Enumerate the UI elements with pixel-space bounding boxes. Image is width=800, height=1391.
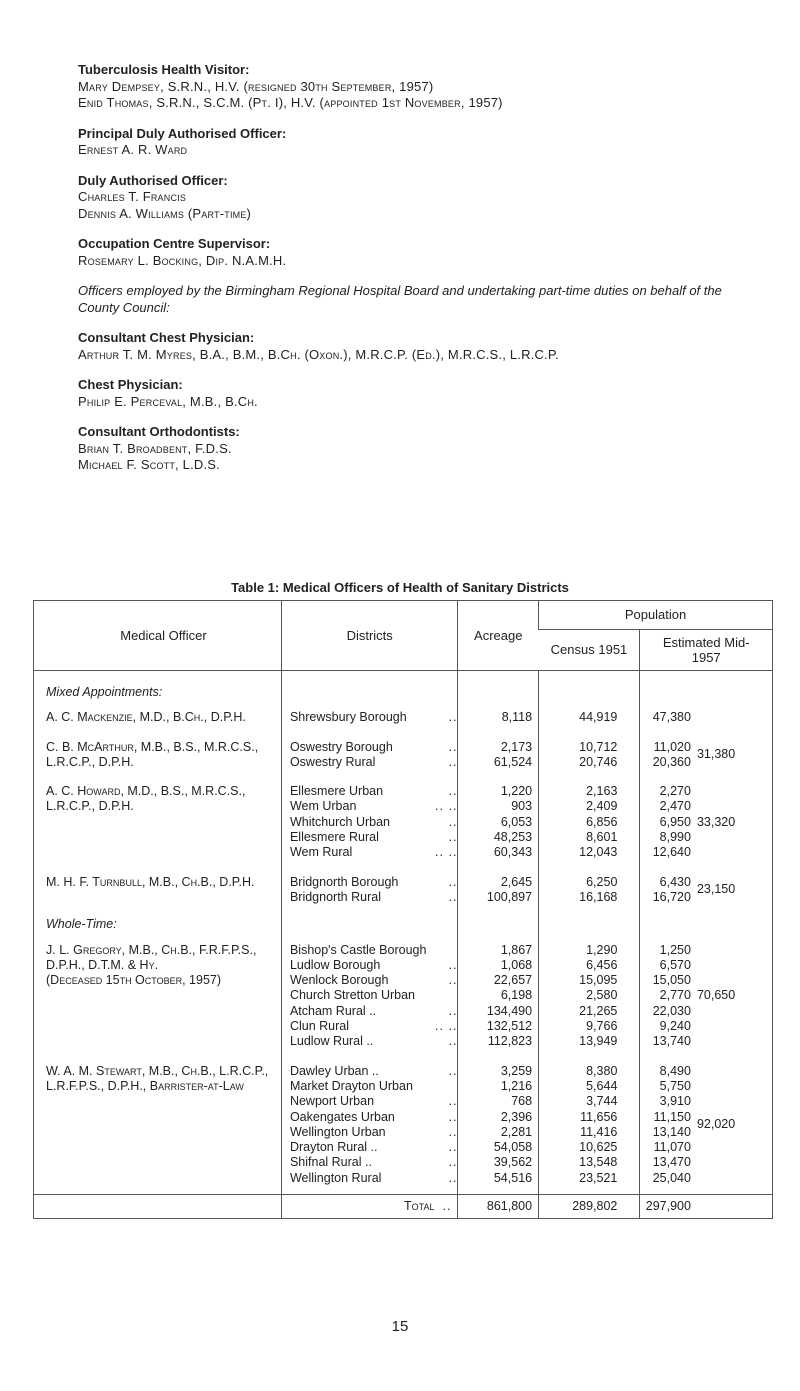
district-name: Shrewsbury Borough	[289, 710, 407, 725]
empty-cell	[458, 1186, 539, 1195]
staff-name: Michael F. Scott, L.D.S.	[78, 457, 220, 472]
district-line	[290, 845, 457, 860]
group-total: 33,320	[696, 814, 736, 829]
officer-group-row	[34, 726, 773, 771]
estimated-value: 6,430	[659, 874, 691, 889]
staff-name: Mary Dempsey, S.R.N., H.V. (resigned 30th September, 1957)	[78, 78, 434, 94]
estimated-value: 6,570	[659, 957, 691, 972]
staff-name: Charles T. Francis	[78, 189, 187, 204]
leader-dots: ..	[448, 1063, 458, 1078]
estimated-value: 11,070	[653, 1140, 691, 1155]
staff-role: Consultant Chest Physician:	[78, 330, 255, 345]
leader-dots: ..	[448, 889, 458, 904]
leader-dots: ..	[448, 1109, 458, 1124]
leader-dots: ..	[442, 1199, 452, 1214]
census-value: 6,250	[586, 874, 618, 889]
section-row	[34, 671, 773, 711]
census-cell	[539, 710, 640, 725]
header-medical-officer: Medical Officer	[34, 601, 282, 671]
district-name: Bridgnorth Rural	[289, 889, 381, 904]
acreage-value: 61,524	[493, 754, 533, 769]
acreage-value: 768	[511, 1094, 533, 1109]
empty-cell	[640, 1186, 693, 1195]
staff-name: Rosemary L. Bocking, Dip. N.A.M.H.	[78, 252, 287, 268]
staff-name: Ernest A. R. Ward	[78, 142, 188, 157]
district-line	[290, 830, 457, 845]
district-name: Ellesmere Urban	[289, 784, 384, 799]
acreage-value: 39,562	[493, 1155, 533, 1170]
estimated-value: 5,750	[659, 1078, 691, 1093]
empty-cell	[693, 1195, 773, 1219]
district-line	[290, 943, 457, 958]
district-name: Wenlock Borough	[289, 973, 389, 988]
estimated-value: 9,240	[659, 1019, 691, 1034]
acreage-value: 134,490	[486, 1003, 533, 1018]
total-row	[34, 1195, 773, 1219]
officer-name: L.R.F.P.S., D.P.H., Barrister-at-Law	[46, 1078, 244, 1093]
staff-list	[78, 62, 758, 488]
header-census: Census 1951	[539, 630, 640, 671]
district-line	[290, 890, 457, 905]
officer-group-row	[34, 770, 773, 860]
census-cell	[539, 1050, 640, 1186]
district-name: Newport Urban	[289, 1094, 375, 1109]
staff-role: Chest Physician:	[78, 377, 183, 392]
estimated-value: 2,770	[659, 988, 691, 1003]
staff-role: Tuberculosis Health Visitor:	[78, 62, 250, 77]
section-cell	[34, 905, 282, 942]
census-value: 6,456	[586, 957, 618, 972]
acreage-value: 54,516	[493, 1170, 533, 1185]
district-line	[290, 958, 457, 973]
officer-name: W. A. M. Stewart, M.B., Ch.B., L.R.C.P.,	[46, 1063, 269, 1078]
estimated-cell	[640, 861, 693, 906]
empty-cell	[539, 905, 640, 942]
acreage-value: 903	[511, 799, 533, 814]
district-name: Bridgnorth Borough	[289, 874, 399, 889]
empty-cell	[693, 671, 773, 711]
group-total-cell	[693, 710, 773, 725]
section-row	[34, 905, 773, 942]
district-line	[290, 1004, 457, 1019]
leader-dots: ..	[448, 1140, 458, 1155]
estimated-value: 15,050	[652, 973, 691, 988]
estimated-value: 13,470	[652, 1155, 691, 1170]
group-total: 70,650	[696, 988, 736, 1003]
total-acreage: 861,800	[458, 1195, 539, 1219]
district-line	[290, 1064, 457, 1079]
census-value: 10,625	[579, 1140, 618, 1155]
staff-role: Occupation Centre Supervisor:	[78, 236, 271, 251]
district-line	[290, 815, 457, 830]
spacer-row	[34, 1186, 773, 1195]
empty-cell	[458, 905, 539, 942]
page-number: 15	[391, 1318, 409, 1335]
district-name: Drayton Rural ..	[289, 1140, 378, 1155]
leader-dots: ..	[448, 874, 458, 889]
leader-dots: ..	[448, 814, 458, 829]
estimated-value: 13,740	[652, 1034, 691, 1049]
districts-cell	[281, 861, 457, 906]
estimated-cell	[640, 943, 693, 1050]
district-name: Oswestry Rural	[289, 754, 376, 769]
staff-group	[78, 126, 758, 159]
header-estimated: Estimated Mid-1957	[640, 630, 773, 671]
acreage-value: 1,220	[500, 784, 533, 799]
acreage-value: 100,897	[486, 889, 533, 904]
estimated-cell	[640, 710, 693, 725]
estimated-value: 8,990	[659, 830, 691, 845]
hospital-note: Officers employed by the Birmingham Regional Hospital Board and undertaking part-time duties on behalf of the County Council:	[78, 283, 722, 315]
district-line	[290, 973, 457, 988]
empty-cell	[539, 1186, 640, 1195]
empty-cell	[34, 1195, 282, 1219]
officer-cell	[34, 770, 282, 860]
district-line	[290, 740, 457, 755]
district-name: Ludlow Borough	[289, 957, 381, 972]
officer-name: L.R.C.P., D.P.H.	[46, 799, 134, 814]
district-line	[290, 710, 457, 725]
leader-dots: ..	[448, 1094, 458, 1109]
acreage-value: 1,216	[500, 1078, 533, 1093]
acreage-value: 54,058	[493, 1140, 533, 1155]
district-name: Shifnal Rural ..	[289, 1155, 372, 1170]
estimated-value: 2,470	[659, 799, 691, 814]
section-cell	[34, 671, 282, 711]
acreage-value: 112,823	[487, 1034, 533, 1049]
census-value: 12,043	[579, 845, 618, 860]
staff-name: Dennis A. Williams (Part-time)	[78, 205, 252, 221]
total-label-cell	[281, 1195, 457, 1219]
leader-dots: ..	[448, 1155, 458, 1170]
staff-group	[78, 62, 758, 112]
estimated-value: 12,640	[652, 845, 691, 860]
estimated-value: 2,270	[659, 784, 691, 799]
staff-role: Consultant Orthodontists:	[78, 424, 240, 439]
empty-cell	[640, 671, 693, 711]
district-name: Oakengates Urban	[289, 1109, 395, 1124]
acreage-value: 48,253	[493, 830, 533, 845]
census-value: 2,580	[586, 988, 618, 1003]
header-districts: Districts	[281, 601, 457, 671]
acreage-value: 2,281	[500, 1124, 533, 1139]
empty-cell	[34, 1186, 282, 1195]
staff-name: Brian T. Broadbent, F.D.S.	[78, 440, 232, 456]
acreage-value: 22,657	[493, 973, 533, 988]
group-total: 31,380	[696, 747, 736, 762]
districts-cell	[281, 943, 457, 1050]
census-value: 21,265	[579, 1003, 618, 1018]
empty-cell	[281, 905, 457, 942]
leader-dots: ..	[448, 957, 458, 972]
acreage-value: 132,512	[486, 1019, 533, 1034]
district-line	[290, 1110, 457, 1125]
header-population: Population	[539, 601, 773, 630]
medical-officers-table	[33, 600, 773, 1219]
census-cell	[539, 861, 640, 906]
district-line	[290, 1094, 457, 1109]
leader-dots: ..	[448, 1124, 458, 1139]
districts-cell	[281, 726, 457, 771]
officer-name: A. C. Mackenzie, M.D., B.Ch., D.P.H.	[46, 710, 246, 725]
estimated-cell	[640, 1050, 693, 1186]
leader-dots: ..	[448, 784, 458, 799]
empty-cell	[693, 1186, 773, 1195]
district-name: Ellesmere Rural	[289, 830, 379, 845]
district-line	[290, 1140, 457, 1155]
district-name: Wem Rural	[289, 845, 353, 860]
census-value: 9,766	[586, 1019, 618, 1034]
district-line	[290, 1034, 457, 1049]
estimated-value: 47,380	[652, 710, 691, 725]
officer-cell	[34, 943, 282, 1050]
estimated-value: 11,150	[653, 1109, 691, 1124]
census-value: 8,380	[586, 1063, 618, 1078]
officer-name: C. B. McArthur, M.B., B.S., M.R.C.S.,	[46, 739, 259, 754]
district-line	[290, 1171, 457, 1186]
district-line	[290, 755, 457, 770]
district-line	[290, 799, 457, 814]
district-name: Church Stretton Urban	[289, 988, 416, 1003]
leader-dots: ..	[448, 1034, 458, 1049]
acreage-value: 2,173	[500, 739, 533, 754]
officer-name: L.R.C.P., D.P.H.	[46, 754, 134, 769]
leader-dots: ..	[448, 830, 458, 845]
officer-name: (Deceased 15th October, 1957)	[46, 973, 222, 988]
acreage-value: 1,867	[500, 942, 533, 957]
leader-dots: .. ..	[435, 1019, 458, 1034]
district-name: Market Drayton Urban	[289, 1078, 413, 1093]
estimated-value: 1,250	[659, 942, 691, 957]
estimated-value: 20,360	[652, 754, 691, 769]
district-line	[290, 784, 457, 799]
census-value: 44,919	[579, 710, 618, 725]
census-cell	[539, 943, 640, 1050]
estimated-value: 25,040	[652, 1170, 691, 1185]
staff-role: Principal Duly Authorised Officer:	[78, 125, 287, 141]
officer-group-row	[34, 710, 773, 725]
acreage-cell	[458, 943, 539, 1050]
leader-dots: ..	[448, 1170, 458, 1185]
acreage-value: 1,068	[500, 957, 533, 972]
staff-name: Arthur T. M. Myres, B.A., B.M., B.Ch. (Oxon.), M.R.C.P. (Ed.), M.R.C.S., L.R.C.P.	[78, 346, 559, 362]
staff-group	[78, 173, 758, 223]
staff-group	[78, 424, 758, 474]
estimated-value: 3,910	[659, 1094, 691, 1109]
empty-cell	[693, 905, 773, 942]
census-cell	[539, 726, 640, 771]
estimated-cell	[640, 726, 693, 771]
officer-cell	[34, 1050, 282, 1186]
estimated-value: 13,140	[652, 1124, 691, 1139]
district-line	[290, 1019, 457, 1034]
officer-name: J. L. Gregory, M.B., Ch.B., F.R.F.P.S.,	[46, 942, 257, 957]
census-value: 2,409	[586, 799, 618, 814]
officer-cell	[34, 861, 282, 906]
group-total-cell	[693, 943, 773, 1050]
total-census: 289,802	[539, 1195, 640, 1219]
census-value: 13,548	[579, 1155, 618, 1170]
district-name: Atcham Rural ..	[289, 1003, 377, 1018]
acreage-value: 2,396	[500, 1109, 533, 1124]
officer-group-row	[34, 861, 773, 906]
leader-dots: .. ..	[435, 799, 458, 814]
table-title: Table 1: Medical Officers of Health of Sanitary Districts	[231, 580, 569, 595]
table-body	[34, 671, 773, 1219]
header-acreage: Acreage	[458, 601, 539, 671]
estimated-value: 6,950	[659, 814, 691, 829]
group-total-cell	[693, 1050, 773, 1186]
district-line	[290, 988, 457, 1003]
census-value: 8,601	[586, 830, 618, 845]
estimated-value: 11,020	[653, 739, 691, 754]
acreage-value: 60,343	[493, 845, 533, 860]
leader-dots: ..	[448, 1003, 458, 1018]
acreage-cell	[458, 861, 539, 906]
estimated-value: 8,490	[659, 1063, 691, 1078]
leader-dots: ..	[448, 739, 458, 754]
total-label: Total	[403, 1199, 435, 1214]
districts-cell	[281, 1050, 457, 1186]
staff-name: Philip E. Perceval, M.B., B.Ch.	[78, 393, 258, 409]
officer-cell	[34, 710, 282, 725]
estimated-value: 22,030	[652, 1003, 691, 1018]
census-value: 15,095	[579, 973, 618, 988]
district-line	[290, 1155, 457, 1170]
officer-name: M. H. F. Turnbull, M.B., Ch.B., D.P.H.	[46, 874, 255, 889]
census-value: 3,744	[586, 1094, 618, 1109]
acreage-value: 6,198	[500, 988, 533, 1003]
district-name: Clun Rural	[289, 1019, 350, 1034]
district-name: Oswestry Borough	[289, 739, 393, 754]
acreage-value: 6,053	[500, 814, 533, 829]
section-label: Whole-Time:	[46, 917, 117, 932]
district-name: Whitchurch Urban	[289, 814, 390, 829]
district-line	[290, 875, 457, 890]
census-value: 16,168	[579, 889, 618, 904]
officer-name: A. C. Howard, M.D., B.S., M.R.C.S.,	[46, 784, 246, 799]
census-value: 20,746	[579, 754, 618, 769]
districts-cell	[281, 710, 457, 725]
district-name: Ludlow Rural ..	[289, 1034, 374, 1049]
leader-dots: ..	[448, 754, 458, 769]
officer-cell	[34, 726, 282, 771]
census-value: 6,856	[586, 814, 618, 829]
staff-role: Duly Authorised Officer:	[78, 172, 228, 188]
acreage-cell	[458, 1050, 539, 1186]
leader-dots: .. ..	[435, 845, 458, 860]
district-name: Wem Urban	[289, 799, 357, 814]
estimated-value: 16,720	[652, 889, 691, 904]
officer-group-row	[34, 943, 773, 1050]
district-line	[290, 1125, 457, 1140]
empty-cell	[281, 1186, 457, 1195]
staff-group	[78, 236, 758, 269]
census-cell	[539, 770, 640, 860]
empty-cell	[281, 671, 457, 711]
acreage-value: 2,645	[500, 874, 533, 889]
district-name: Wellington Urban	[289, 1124, 386, 1139]
acreage-cell	[458, 770, 539, 860]
acreage-cell	[458, 726, 539, 771]
empty-cell	[640, 905, 693, 942]
leader-dots: ..	[448, 973, 458, 988]
group-total-cell	[693, 770, 773, 860]
district-line	[290, 1079, 457, 1094]
empty-cell	[458, 671, 539, 711]
census-value: 10,712	[579, 739, 618, 754]
acreage-cell	[458, 710, 539, 725]
total-estimated: 297,900	[640, 1195, 693, 1219]
empty-cell	[539, 671, 640, 711]
census-value: 23,521	[579, 1170, 618, 1185]
acreage-value: 8,118	[501, 710, 533, 725]
census-value: 11,656	[580, 1109, 618, 1124]
officer-group-row	[34, 1050, 773, 1186]
staff-group	[78, 330, 758, 363]
census-value: 1,290	[586, 942, 618, 957]
districts-cell	[281, 770, 457, 860]
district-name: Dawley Urban ..	[289, 1063, 379, 1078]
leader-dots: ..	[448, 710, 458, 725]
census-value: 2,163	[586, 784, 618, 799]
district-name: Wellington Rural	[289, 1170, 382, 1185]
estimated-cell	[640, 770, 693, 860]
census-value: 13,949	[579, 1034, 618, 1049]
officer-name: D.P.H., D.T.M. & Hy.	[46, 957, 159, 972]
section-label: Mixed Appointments:	[46, 685, 163, 699]
staff-name: Enid Thomas, S.R.N., S.C.M. (Pt. I), H.V. (appointed 1st November, 1957)	[78, 95, 503, 110]
group-total: 92,020	[696, 1117, 736, 1132]
census-value: 11,416	[580, 1124, 618, 1139]
group-total-cell	[693, 861, 773, 906]
group-total: 23,150	[696, 882, 736, 897]
acreage-value: 3,259	[500, 1063, 533, 1078]
staff-group	[78, 377, 758, 410]
group-total-cell	[693, 726, 773, 771]
district-name: Bishop's Castle Borough	[289, 942, 427, 957]
census-value: 5,644	[586, 1078, 618, 1093]
